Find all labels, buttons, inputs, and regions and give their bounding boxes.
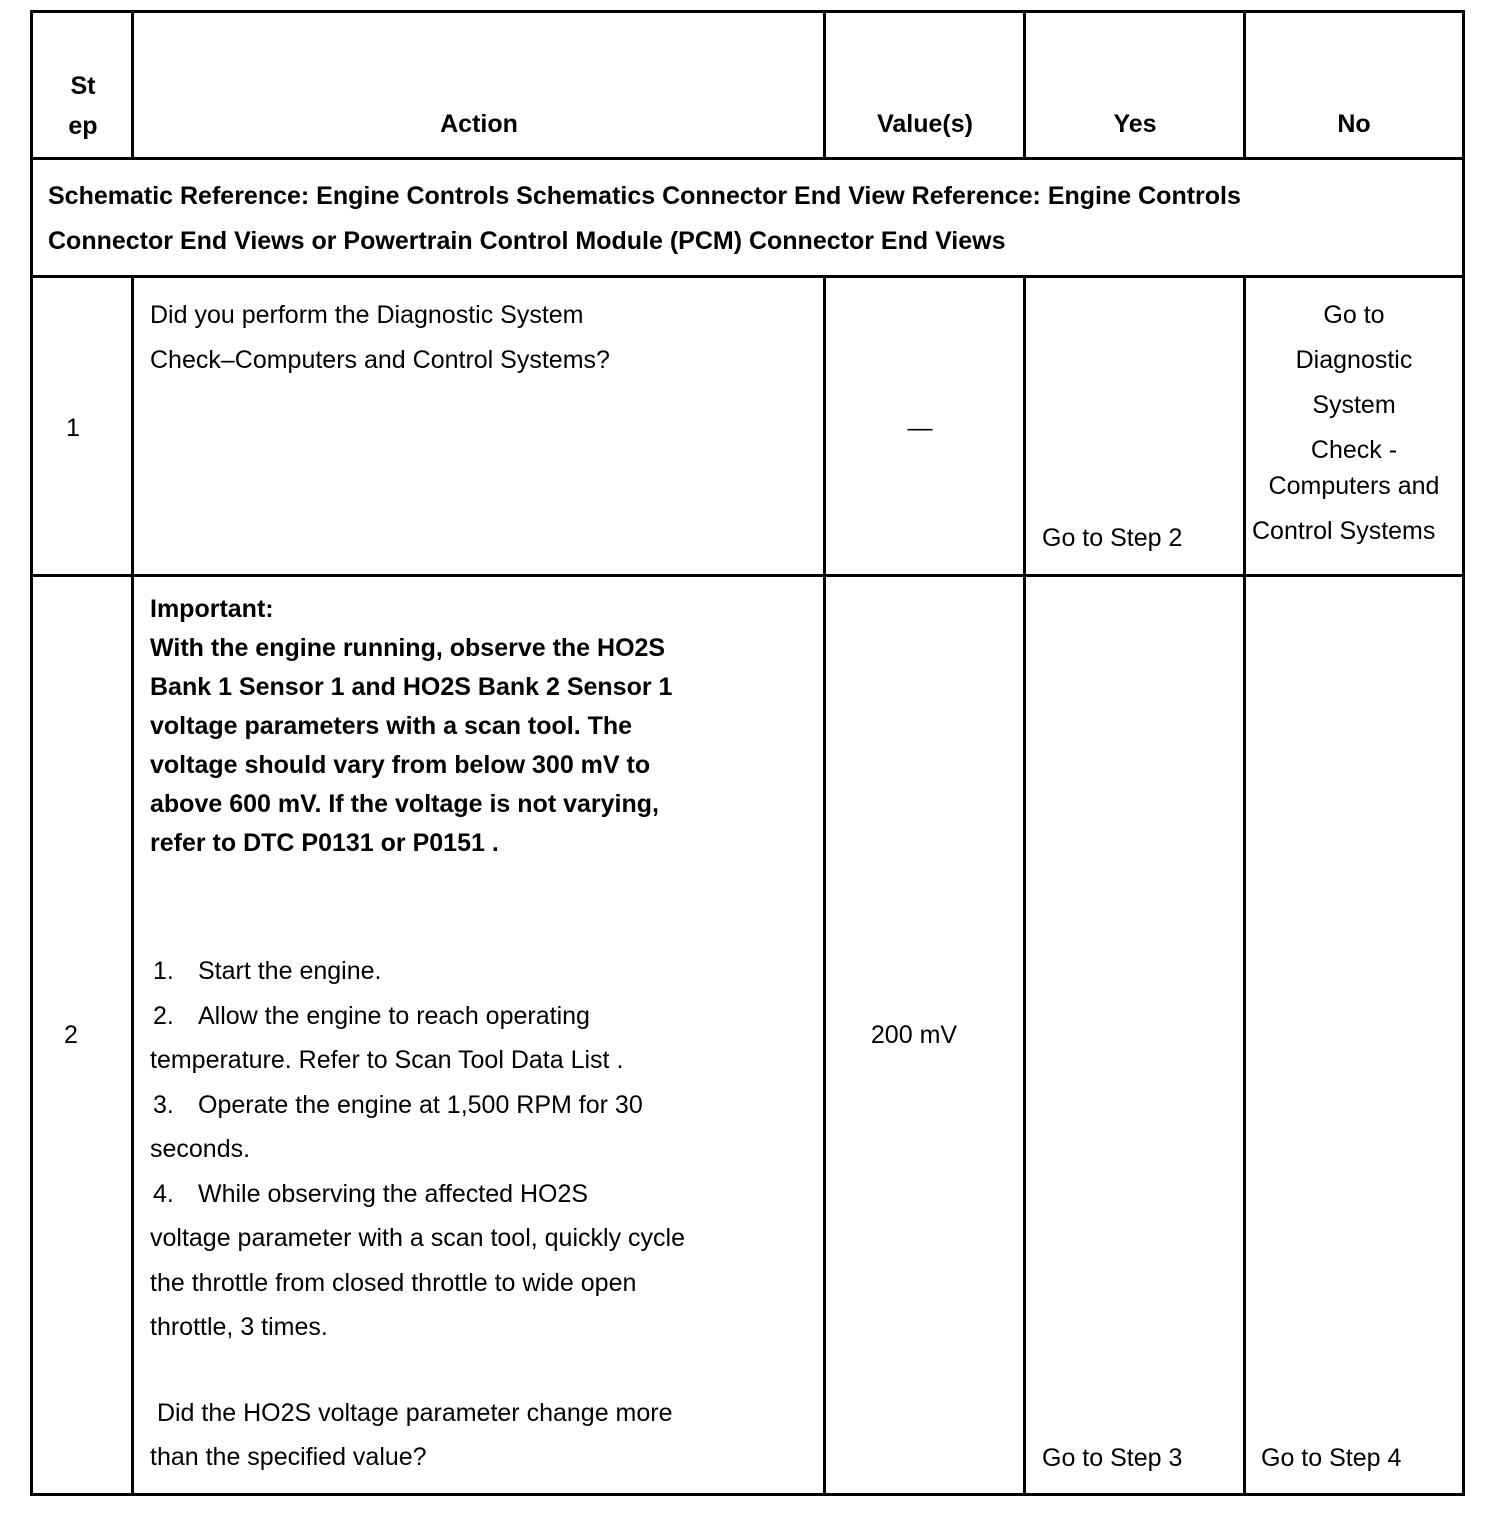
- step-number: 2.: [153, 1001, 174, 1030]
- header-values: Value(s): [877, 110, 973, 138]
- procedure-step-1: [150, 949, 810, 994]
- important-line: voltage parameters with a scan tool. The: [150, 712, 633, 740]
- header-no: No: [1337, 110, 1371, 138]
- row2-procedure-list: [150, 949, 810, 1350]
- procedure-step-3-cont: seconds.: [150, 1135, 251, 1163]
- row1-no-line: System: [1312, 391, 1396, 419]
- important-line: Bank 1 Sensor 1 and HO2S Bank 2 Sensor 1: [150, 673, 673, 701]
- step-text: While observing the affected HO2S: [198, 1179, 589, 1208]
- row1-action-line2: Check–Computers and Control Systems?: [150, 346, 610, 374]
- row-divider-schematic: [30, 275, 1465, 278]
- row2-important-note: [150, 590, 810, 863]
- procedure-step-4-cont: voltage parameter with a scan tool, quickly cycle: [150, 1224, 685, 1252]
- procedure-step-2: [150, 994, 810, 1039]
- step-number: 1.: [153, 957, 174, 985]
- header-step-line1: St: [70, 72, 96, 100]
- header-action: Action: [440, 110, 518, 138]
- procedure-step-4-cont: throttle, 3 times.: [150, 1313, 328, 1341]
- row1-no-line: Control Systems: [1252, 517, 1436, 545]
- header-step-line2: ep: [68, 112, 98, 140]
- schematic-reference: [48, 174, 1448, 264]
- question-line2: than the specified value?: [150, 1443, 427, 1471]
- important-title: Important:: [150, 595, 274, 623]
- row1-no-line: Computers and: [1268, 472, 1440, 500]
- row1-no-line: Diagnostic: [1295, 346, 1413, 374]
- important-line: above 600 mV. If the voltage is not varying,: [150, 790, 659, 818]
- important-line: voltage should vary from below 300 mV to: [150, 751, 651, 779]
- row2-no: Go to Step 4: [1261, 1444, 1402, 1472]
- row1-action-line1: Did you perform the Diagnostic System: [150, 301, 584, 329]
- row2-step: 2: [64, 1021, 78, 1049]
- important-line: refer to DTC P0131 or P0151 .: [150, 829, 499, 857]
- row1-no: [1246, 293, 1462, 563]
- row1-step: 1: [66, 414, 80, 442]
- schematic-line2: Connector End Views or Powertrain Control Module (PCM) Connector End Views: [48, 227, 1006, 255]
- col-divider-value-body: [1023, 277, 1026, 1496]
- procedure-step-4: [150, 1172, 810, 1217]
- row1-no-line: Go to: [1323, 301, 1385, 329]
- step-text: Start the engine.: [198, 957, 382, 985]
- row1-action: [150, 293, 810, 383]
- procedure-step-3: [150, 1083, 810, 1128]
- procedure-step-2-cont: temperature. Refer to Scan Tool Data List .: [150, 1046, 624, 1074]
- row2-yes: Go to Step 3: [1042, 1444, 1183, 1472]
- header-yes: Yes: [1113, 110, 1157, 138]
- row-divider-step1: [30, 574, 1465, 577]
- row2-value: 200 mV: [870, 1021, 958, 1049]
- col-divider-step-body: [131, 277, 134, 1496]
- row1-no-line: Check -: [1310, 436, 1398, 464]
- procedure-step-4-cont: the throttle from closed throttle to wide open: [150, 1268, 637, 1297]
- important-line: With the engine running, observe the HO2S: [150, 634, 666, 662]
- step-number: 4.: [153, 1179, 174, 1208]
- step-text: Allow the engine to reach operating: [198, 1001, 590, 1030]
- step-number: 3.: [153, 1090, 174, 1119]
- row-divider-header: [30, 157, 1465, 160]
- header-step: [33, 66, 133, 146]
- row1-yes: Go to Step 2: [1042, 524, 1183, 552]
- schematic-line1: Schematic Reference: Engine Controls Schematics Connector End View Reference: Engine Controls: [48, 182, 1241, 210]
- row1-value: —: [907, 414, 933, 442]
- question-line1: Did the HO2S voltage parameter change more: [150, 1399, 673, 1427]
- row2-question: [150, 1391, 810, 1479]
- col-divider-action-body: [823, 277, 826, 1496]
- step-text: Operate the engine at 1,500 RPM for 30: [198, 1090, 643, 1119]
